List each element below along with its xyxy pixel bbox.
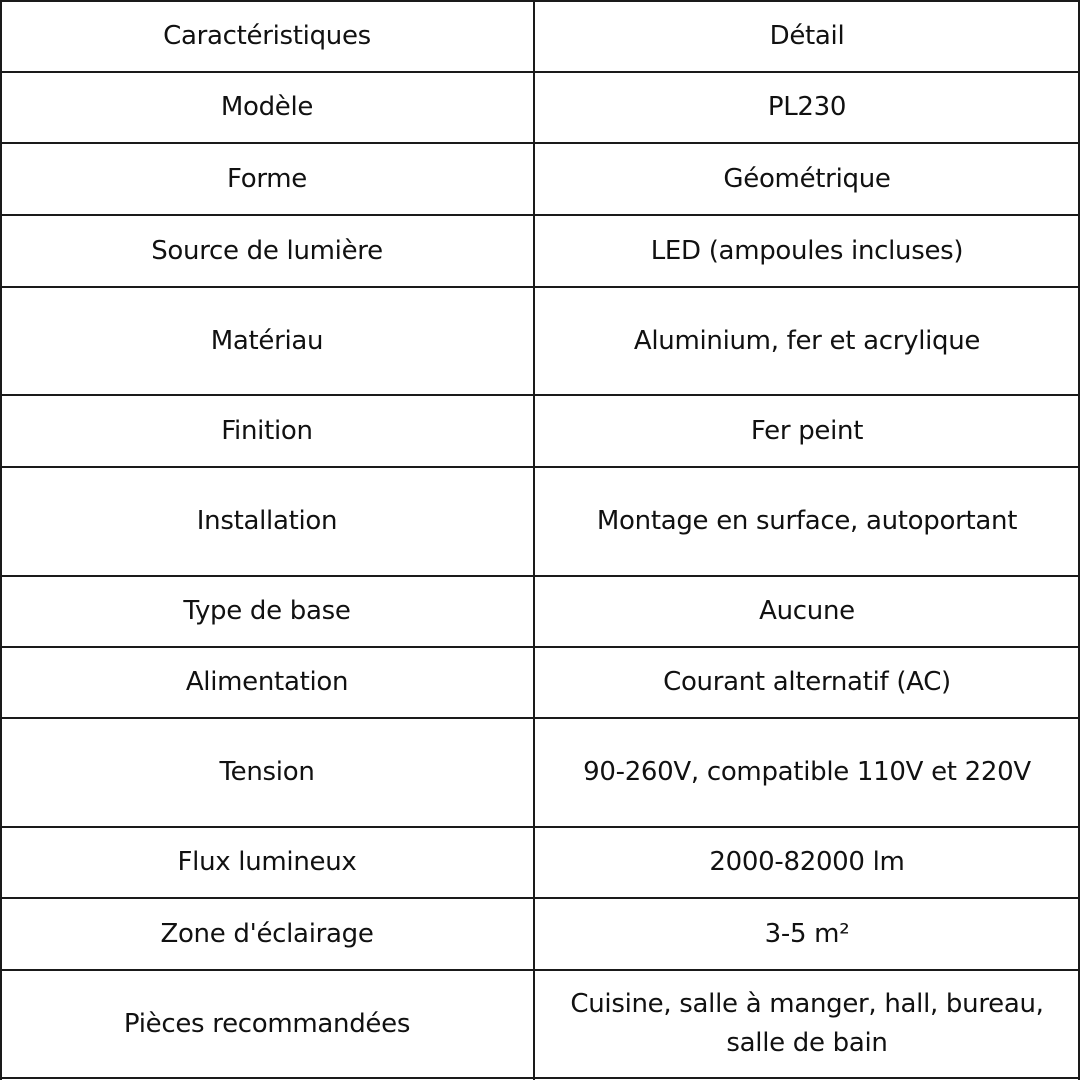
row-label: Matériau [210, 325, 324, 356]
header-characteristics: Caractéristiques [163, 20, 371, 51]
row-value: LED (ampoules incluses) [650, 235, 964, 266]
table-header-row [0, 0, 1080, 72]
table-row [0, 143, 1080, 215]
row-label: Installation [196, 506, 338, 536]
row-divider [0, 717, 1080, 719]
row-divider [0, 286, 1080, 288]
table-row [0, 827, 1080, 898]
row-label: Pièces recommandées [123, 1008, 411, 1039]
table-row [0, 215, 1080, 287]
row-label: Forme [227, 163, 307, 194]
row-divider [0, 466, 1080, 468]
table-row [0, 395, 1080, 467]
row-divider [0, 214, 1080, 216]
table-border-top [0, 0, 1080, 2]
row-label: Alimentation [185, 667, 349, 697]
row-value: Aucune [759, 596, 855, 626]
row-value: Aluminium, fer et acrylique [633, 325, 981, 356]
header-detail: Détail [769, 20, 845, 51]
row-divider [0, 969, 1080, 971]
table-border-bottom [0, 1077, 1080, 1079]
row-label: Type de base [183, 596, 351, 626]
row-label: Tension [219, 757, 315, 787]
row-divider [0, 646, 1080, 648]
row-divider [0, 142, 1080, 144]
row-value: PL230 [767, 92, 847, 122]
row-label: Source de lumière [151, 235, 383, 266]
row-label: Zone d'éclairage [160, 918, 374, 949]
row-divider [0, 575, 1080, 577]
row-value: Courant alternatif (AC) [663, 667, 951, 697]
column-divider [533, 0, 535, 1080]
row-value: Fer peint [750, 415, 864, 446]
row-label: Finition [221, 415, 313, 446]
row-label: Modèle [220, 92, 314, 122]
row-divider [0, 897, 1080, 899]
row-value: Géométrique [723, 163, 891, 194]
table-border-left [0, 0, 2, 1080]
row-divider [0, 71, 1080, 73]
table-row [0, 287, 1080, 395]
table-row [0, 718, 1080, 827]
table-row [0, 72, 1080, 143]
table-row [0, 647, 1080, 718]
row-divider [0, 826, 1080, 828]
row-value: 3-5 m² [764, 918, 850, 949]
table-row [0, 970, 1080, 1078]
row-divider [0, 394, 1080, 396]
row-value: Montage en surface, autoportant [596, 506, 1018, 536]
row-value: Cuisine, salle à manger, hall, bureau, salle de bain [570, 989, 1044, 1058]
table-row [0, 576, 1080, 647]
table-row [0, 898, 1080, 970]
row-value: 2000-82000 lm [709, 847, 905, 877]
table-row [0, 467, 1080, 576]
row-value: 90-260V, compatible 110V et 220V [583, 757, 1031, 787]
row-label: Flux lumineux [177, 847, 357, 877]
